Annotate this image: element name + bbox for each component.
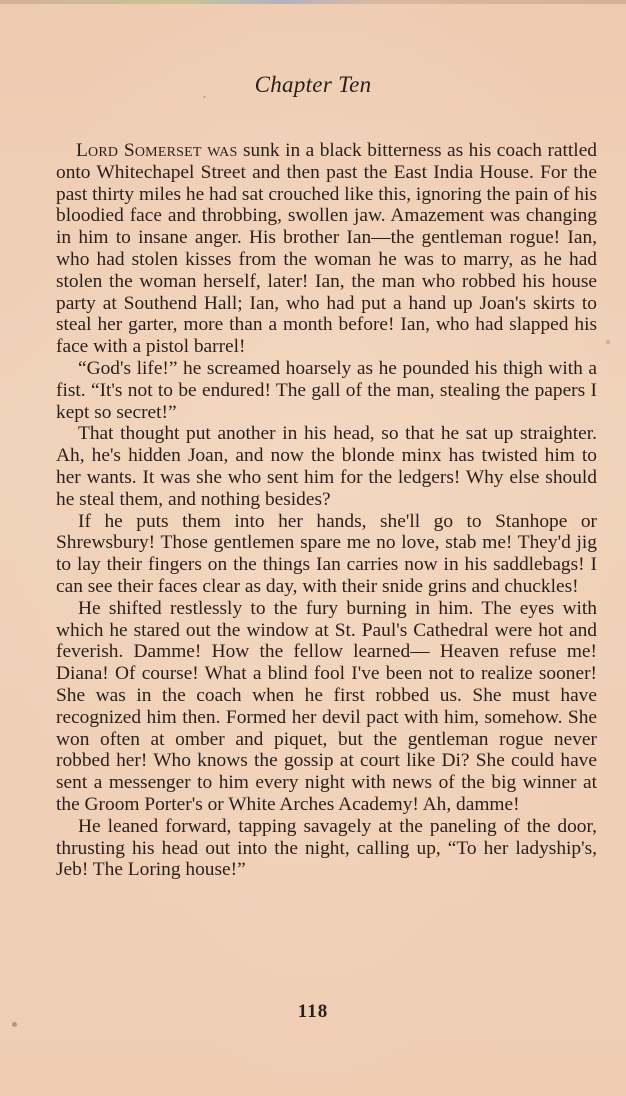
page-top-edge	[0, 0, 626, 4]
paragraph-3: That thought put another in his head, so that he sat up straighter. Ah, he's hidden Joan, and now the blonde minx has twisted him to her wants. It was she who sent him for the ledgers! Why else should he steal them, and nothing besides?	[56, 423, 597, 510]
chapter-title: Chapter Ten	[254, 72, 372, 97]
paragraph-1	[56, 140, 597, 358]
paper-speck	[12, 1022, 17, 1027]
paragraph-2: “God's life!” he screamed hoarsely as he pounded his thigh with a fist. “It's not to be endured! The gall of the man, stealing the papers I kept so secret!”	[56, 357, 597, 423]
paper-speck	[606, 340, 610, 344]
opening-smallcaps: Lord Somerset was	[76, 140, 238, 161]
paragraph-4: If he puts them into her hands, she'll go to Stanhope or Shrewsbury! Those gentlemen spare me no love, stab me! They'd jig to lay their fingers on the things Ian carries now in his saddlebags! I can see their faces clear as day, with their snide grins and chuckles!	[56, 510, 597, 597]
paragraph-1-text: sunk in a black bitterness as his coach rattled onto Whitechapel Street and then past the East India House. For the past thirty miles he had sat crouched like this, ignoring the pain of his bloodied face and throbbing, swollen jaw. Amazement was changing in him to insane anger. His brother Ian—the gentleman rogue! Ian, who had stolen kisses from the woman he was to marry, as he had stolen the woman herself, later! Ian, the man who robbed his house party at Southend Hall; Ian, who had put a hand up Joan's skirts to steal her garter, more than a month before! Ian, who had slapped his face with a pistol barrel!	[56, 140, 597, 358]
page-number: 118	[297, 1001, 329, 1022]
paper-speck	[203, 96, 206, 98]
paragraph-5: He shifted restlessly to the fury burning in him. The eyes with which he stared out the window at St. Paul's Cathedral were hot and feverish. Damme! How the fellow learned— Heaven refuse me! Diana! Of course! What a blind fool I've been not to realize sooner! She was in the coach when he first robbed us. She must have recognized him then. Formed her devil pact with him, somehow. She won often at omber and piquet, but the gentleman rogue never robbed her! Who knows the gossip at court like Di? She could have sent a messenger to him every night with news of the big winner at the Groom Porter's or White Arches Academy! Ah, damme!	[56, 597, 597, 815]
body-text	[56, 140, 597, 881]
paragraph-6: He leaned forward, tapping savagely at the paneling of the door, thrusting his head out into the night, calling up, “To her ladyship's, Jeb! The Loring house!”	[56, 815, 597, 881]
